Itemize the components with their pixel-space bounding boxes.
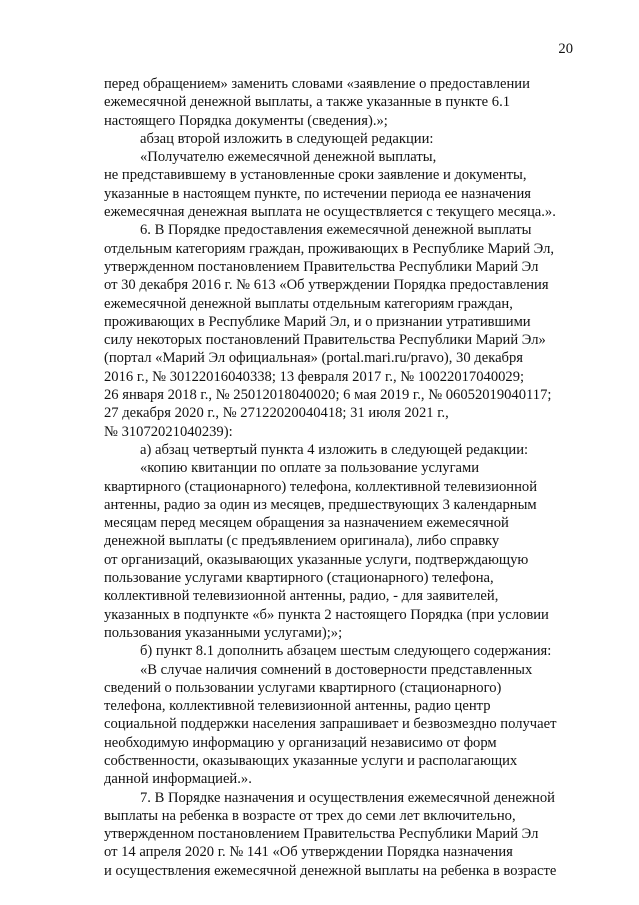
paragraph-quote: «В случае наличия сомнений в достоверности представленных сведений о пользовании услугами квартирного (стационарного) телефона, коллективной телевизионной антенны, радио центр социальной поддержки населения запрашивает и безвозмездно получает необходимую информацию у организаций независимо от форм собственности, оказывающих указанные услуги и располагающих данной информацией.».	[104, 661, 557, 788]
page-number: 20	[558, 41, 573, 57]
paragraph-subitem-a: а) абзац четвертый пункта 4 изложить в следующей редакции:	[140, 441, 529, 458]
paragraph-section-7: 7. В Порядке назначения и осуществления ежемесячной денежной выплаты на ребенка в возрасте от трех до семи лет включительно, утвержденном постановлением Правительства Республики Марий Эл от 14 апреля 2020 г. № 141 «Об утверждении Порядка назначения и осуществления ежемесячной денежной выплаты на ребенка в возрасте	[104, 789, 557, 879]
paragraph-subitem-b: б) пункт 8.1 дополнить абзацем шестым следующего содержания:	[140, 643, 552, 660]
paragraph-quote: «копию квитанции по оплате за пользование услугами квартирного (стационарного) телефона, коллективной телевизионной антенны, радио за один из месяцев, предшествующих 3 календарным месяцам перед месяцем обращения за назначением ежемесячной денежной выплаты (с предъявлением оригинала), либо справку от организаций, оказывающих указанные услуги, подтверждающую пользование услугами квартирного (стационарного) телефона, коллективной телевизионной антенны, радио, - для заявителей, указанных в подпункте «б» пункта 2 настоящего Порядка (при условии пользования указанными услугами);»;	[104, 460, 549, 641]
paragraph-quote: «Получателю ежемесячной денежной выплаты, не представившему в установленные сроки заявление и документы, указанные в настоящем пункте, по истечении периода ее назначения ежемесячная денежная выплата не осуществляется с текущего месяца.».	[104, 149, 556, 221]
paragraph-section-6: 6. В Порядке предоставления ежемесячной денежной выплаты отдельным категориям граждан, проживающих в Республике Марий Эл, утвержденном постановлением Правительства Республики Марий Эл от 30 декабря 2016 г. № 613 «Об утверждении Порядка предоставления ежемесячной денежной выплаты отдельным категориям граждан, проживающих в Республике Марий Эл, и о признании утратившими силу некоторых постановлений Правительства Республики Марий Эл» (портал «Марий Эл официальная» (portal.mari.ru/pravo), 30 декабря 2016 г., № 30122016040338; 13 февраля 2017 г., № 10022017040029; 26 января 2018 г., № 25012018040020; 6 мая 2019 г., № 06052019040117; 27 декабря 2020 г., № 27122020040418; 31 июля 2021 г., № 31072021040239):	[104, 222, 555, 440]
document-body	[104, 75, 569, 880]
paragraph-continuation: перед обращением» заменить словами «заявление о предоставлении ежемесячной денежной выплаты, а также указанные в пункте 6.1 настоящего Порядка документы (сведения).»;	[104, 76, 530, 129]
paragraph-instruction: абзац второй изложить в следующей редакции:	[140, 130, 434, 147]
